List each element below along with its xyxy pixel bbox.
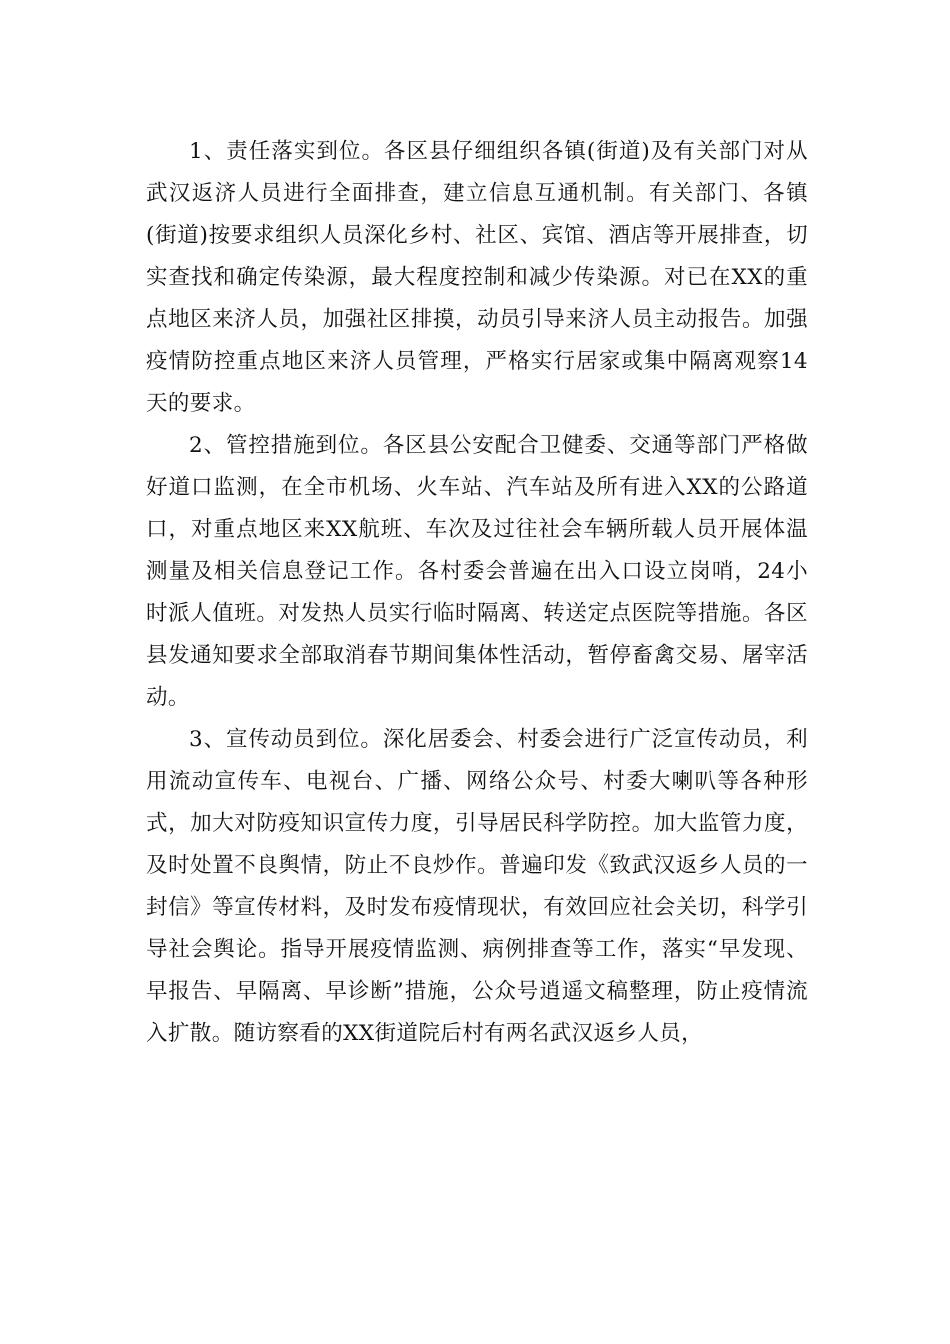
paragraph-publicity: 3、宣传动员到位。深化居委会、村委会进行广泛宣传动员，利用流动宣传车、电视台、广播、网络公众号、村委大喇叭等各种形式，加大对防疫知识宣传力度，引导居民科学防控。加大监管力度，及时处置不良舆情，防止不良炒作。普遍印发《致武汉返乡人员的一封信》等宣传材料，及时发布疫情现状，有效回应社会关切，科学引导社会舆论。指导开展疫情监测、病例排查等工作，落实“早发现、早报告、早隔离、早诊断”措施，公众号逍遥文稿整理，防止疫情流入扩散。随访察看的XX街道院后村有两名武汉返乡人员， <box>146 727 808 1046</box>
paragraph-control-measures: 2、管控措施到位。各区县公安配合卫健委、交通等部门严格做好道口监测，在全市机场、火车站、汽车站及所有进入XX的公路道口，对重点地区来XX航班、车次及过往社会车辆所载人员开展体温测量及相关信息登记工作。各村委会普遍在出入口设立岗哨，24小时派人值班。对发热人员实行临时隔离、转送定点医院等措施。各区县发通知要求全部取消春节期间集体性活动，暂停畜禽交易、屠宰活动。 <box>146 433 808 710</box>
paragraph-responsibility: 1、责任落实到位。各区县仔细组织各镇(街道)及有关部门对从武汉返济人员进行全面排查，建立信息互通机制。有关部门、各镇(街道)按要求组织人员深化乡村、社区、宾馆、酒店等开展排查，切实查找和确定传染源，最大程度控制和减少传染源。对已在XX的重点地区来济人员，加强社区排摸，动员引导来济人员主动报告。加强疫情防控重点地区来济人员管理，严格实行居家或集中隔离观察14天的要求。 <box>146 139 808 416</box>
document-body <box>146 131 808 1055</box>
